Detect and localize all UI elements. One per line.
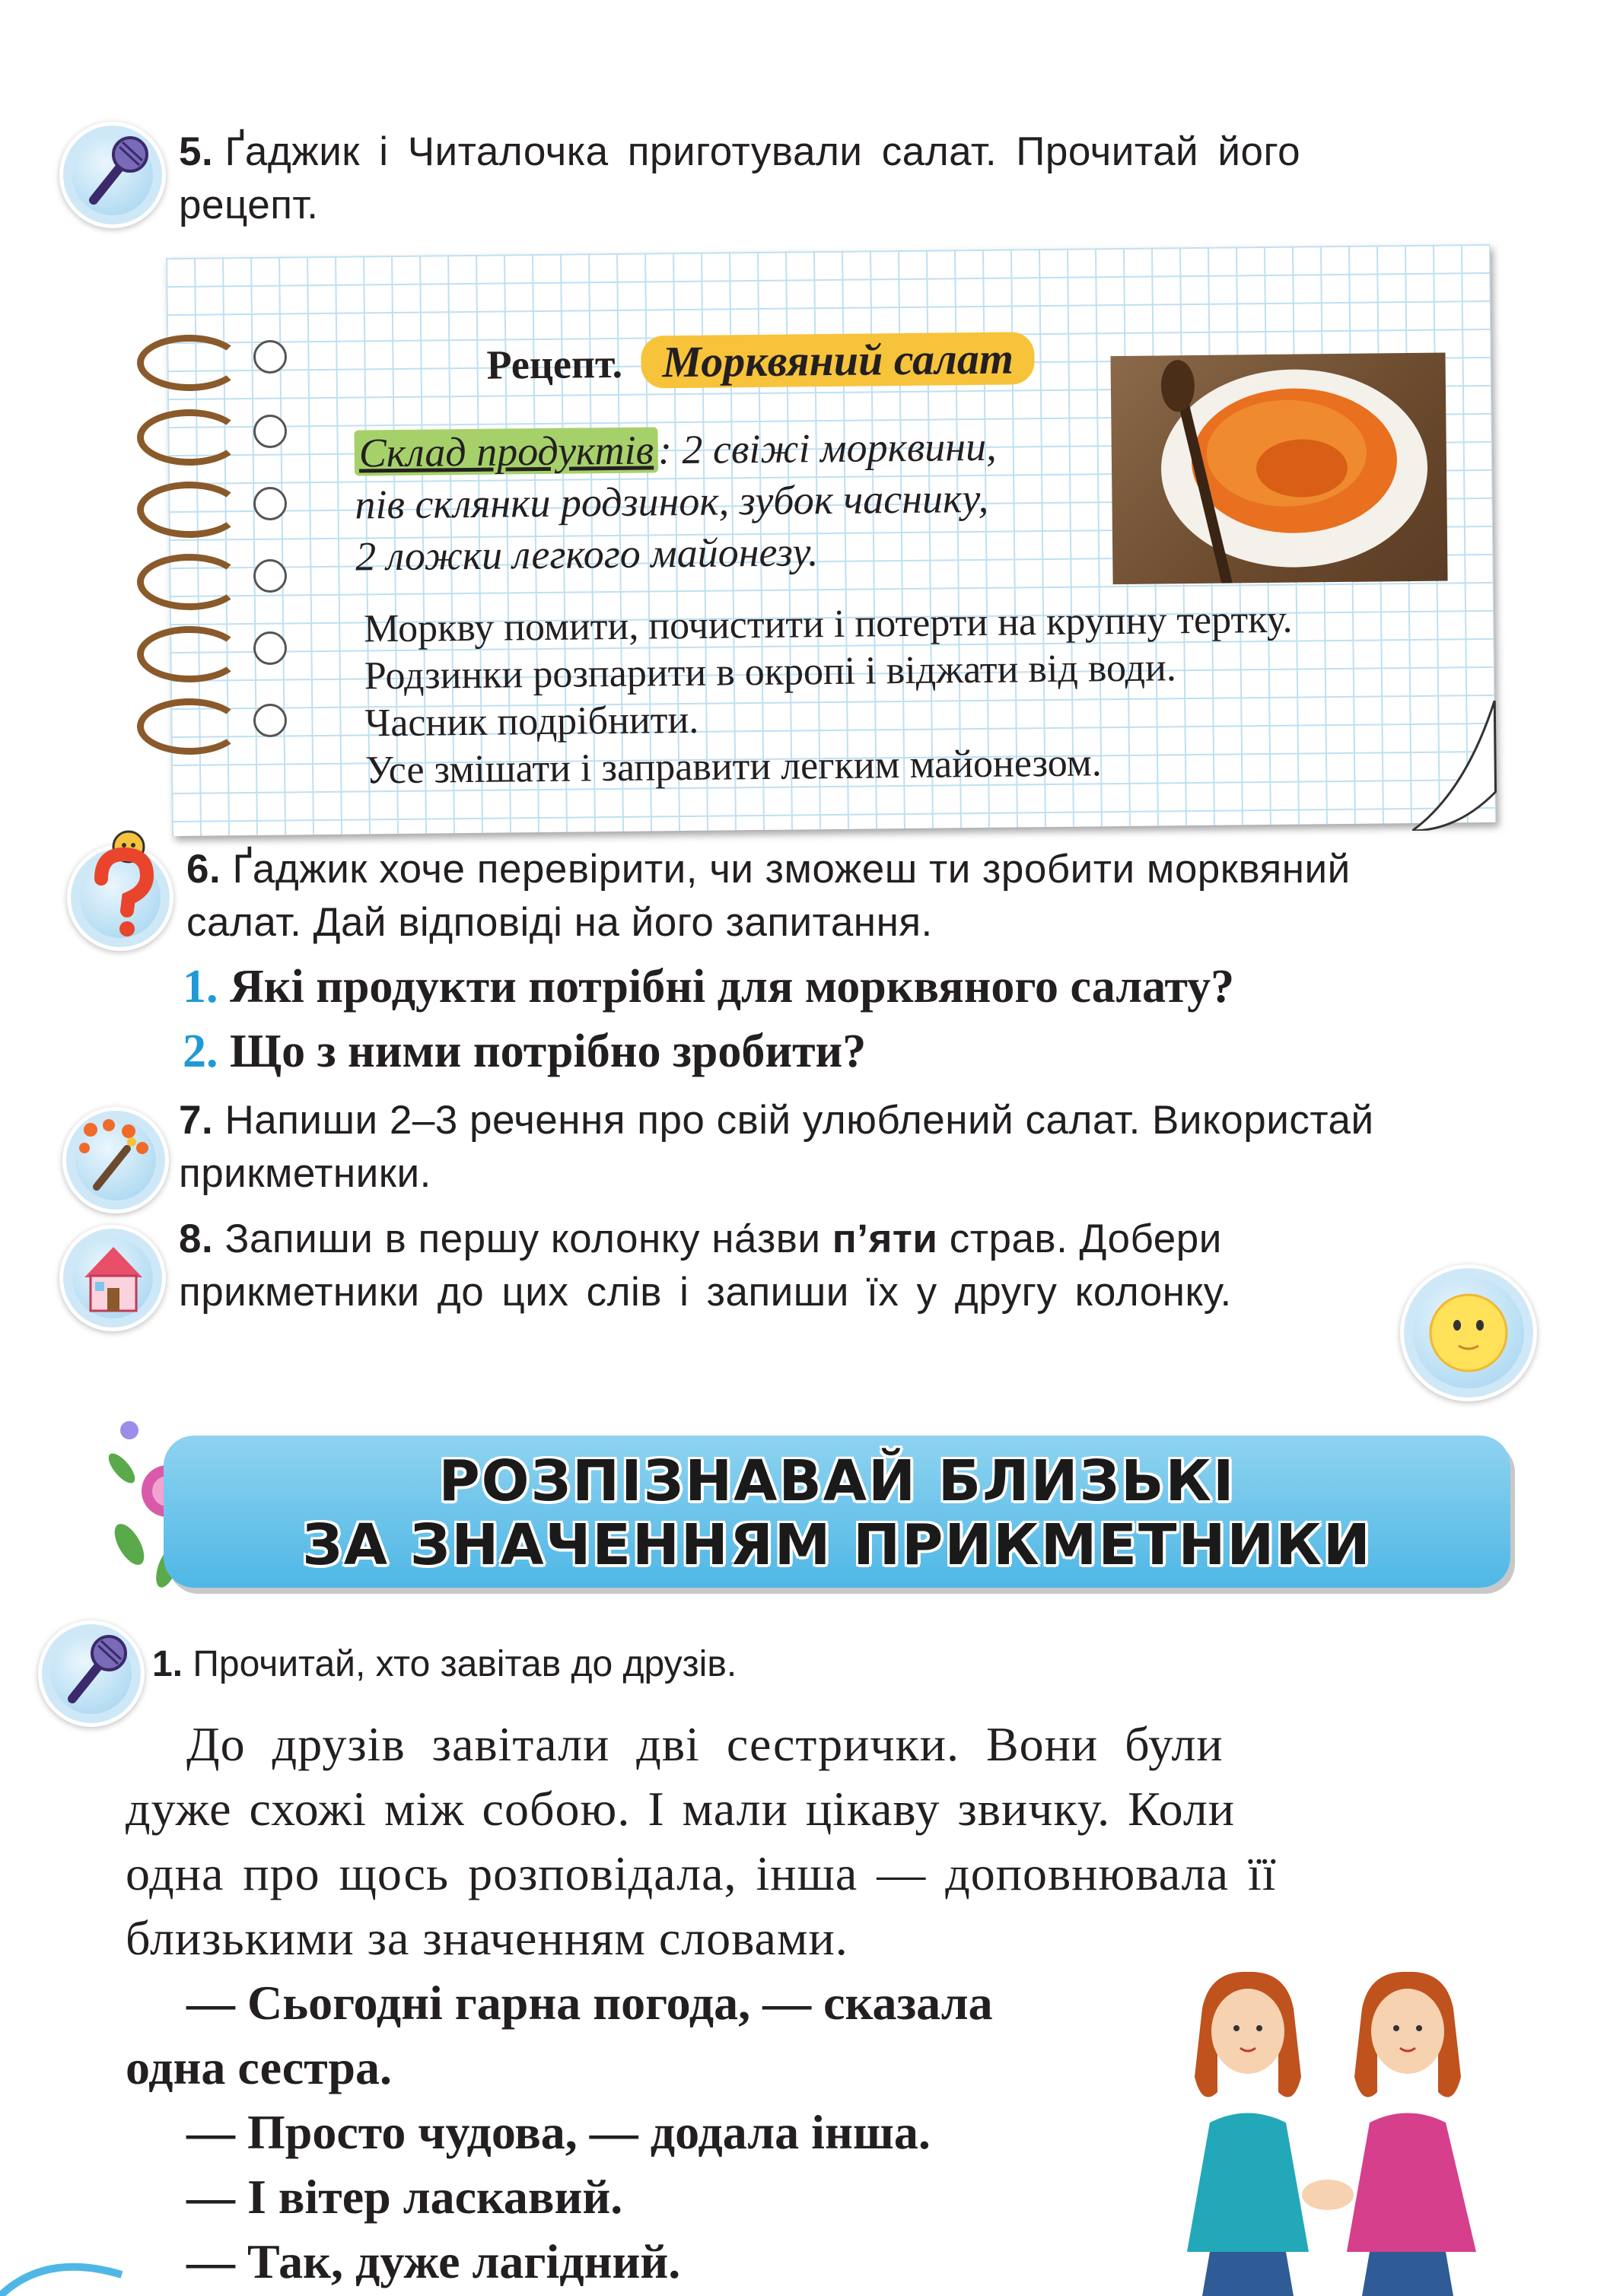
task7-badge bbox=[62, 1107, 169, 1213]
task7-number: 7. bbox=[179, 1098, 214, 1143]
two-sisters-illustration bbox=[1164, 1963, 1507, 2296]
ingredients-line2: пів склянки родзинок, зубок часнику, bbox=[355, 475, 989, 528]
task7-line2: прикметники. bbox=[179, 1151, 431, 1196]
task1-text bbox=[152, 1642, 737, 1687]
task1-badge bbox=[38, 1620, 145, 1727]
recipe-label: Рецепт. bbox=[486, 340, 623, 388]
task6-line2: салат. Дай відповіді на його запитання. bbox=[186, 900, 933, 945]
task6-text bbox=[186, 843, 1518, 949]
task8-badge bbox=[59, 1225, 166, 1331]
question-2 bbox=[183, 1019, 1234, 1084]
task8-number: 8. bbox=[179, 1216, 214, 1261]
recipe-step-2: Родзинки розпарити в окропі і віджати від води. bbox=[364, 646, 1177, 698]
dialog-line-3: — Просто чудова, — додала інша. bbox=[186, 2105, 931, 2159]
story-line-3: одна про щось розповідала, інша — доповнювала її bbox=[126, 1846, 1277, 1900]
section-title bbox=[164, 1449, 1510, 1577]
task5-badge bbox=[59, 122, 166, 228]
dialog-line-1: — Сьогодні гарна погода, — сказала bbox=[186, 1976, 993, 2030]
task5-line1: Ґаджик і Читалочка приготували салат. Прочитай його bbox=[224, 129, 1301, 174]
recipe-title: Морквяний салат bbox=[641, 332, 1035, 388]
recipe-heading bbox=[486, 332, 1035, 390]
recipe-step-4: Усе змішати і заправити легким майонезом. bbox=[364, 741, 1102, 793]
task6-badge bbox=[67, 844, 173, 951]
recipe-steps bbox=[364, 594, 1492, 794]
task8-text bbox=[179, 1213, 1411, 1319]
section-banner bbox=[164, 1436, 1510, 1588]
task5-line2: рецепт. bbox=[179, 183, 319, 227]
microphone-icon bbox=[77, 132, 153, 215]
magic-wand-icon bbox=[74, 1115, 158, 1198]
salad-photo bbox=[1110, 353, 1447, 585]
task8-line1-part1: Запиши в першу колонку на́зви bbox=[224, 1216, 832, 1261]
question-1-text: Які продукти потрібні для морквяного салату? bbox=[230, 961, 1235, 1013]
task7-line1: Напиши 2–3 речення про свій улюблений салат. Використай bbox=[224, 1098, 1374, 1143]
task1-instruction: Прочитай, хто завітав до друзів. bbox=[193, 1644, 737, 1684]
task6-questions bbox=[183, 955, 1234, 1084]
recipe-ingredients bbox=[354, 419, 1139, 583]
dialog-line-5: — Так, дуже лагідний. bbox=[186, 2234, 681, 2288]
recipe-step-1: Моркву помити, почистити і потерти на крупну тертку. bbox=[363, 597, 1293, 651]
microphone-icon bbox=[56, 1630, 132, 1714]
task1-number: 1. bbox=[152, 1644, 183, 1684]
corner-decoration-icon bbox=[0, 2252, 152, 2296]
story-line-2: дуже схожі між собою. І мали цікаву звичку. Коли bbox=[126, 1782, 1235, 1836]
story-line-1: До друзів завітали дві сестрички. Вони були bbox=[186, 1717, 1224, 1771]
recipe-notebook bbox=[166, 244, 1496, 836]
smiley-face-icon bbox=[1419, 1283, 1518, 1382]
ingredients-line1: : 2 свіжі морквини, bbox=[657, 423, 997, 473]
story-line-4: близькими за значенням словами. bbox=[126, 1911, 848, 1965]
question-2-text: Що з ними потрібно зробити? bbox=[230, 1026, 867, 1077]
ingredients-line3: 2 ложки легкого майонезу. bbox=[355, 529, 819, 580]
task8-bold-word: п’яти bbox=[832, 1216, 938, 1261]
ingredients-label: Склад продуктів bbox=[354, 427, 658, 475]
section-title-line1: РОЗПІЗНАВАЙ БЛИЗЬКІ bbox=[438, 1449, 1236, 1514]
recipe-step-3: Часник подрібнити. bbox=[364, 698, 699, 746]
question-1-number: 1. bbox=[183, 961, 218, 1013]
smiley-badge bbox=[1400, 1264, 1537, 1401]
task7-text bbox=[179, 1094, 1518, 1200]
story-text bbox=[126, 1712, 1495, 1970]
question-1 bbox=[183, 955, 1234, 1019]
dialog-line-4: — І вітер ласкавий. bbox=[186, 2170, 623, 2224]
task5-text bbox=[179, 126, 1510, 232]
task6-number: 6. bbox=[186, 847, 221, 892]
house-icon bbox=[77, 1239, 150, 1315]
dialog-line-2: одна сестра. bbox=[126, 2040, 392, 2094]
question-2-number: 2. bbox=[183, 1026, 218, 1077]
salad-bowl-image bbox=[1110, 353, 1447, 585]
task8-line2: прикметники до цих слів і запиши їх у другу колонку. bbox=[179, 1270, 1232, 1315]
task6-line1: Ґаджик хоче перевірити, чи зможеш ти зробити морквяний bbox=[232, 847, 1351, 892]
dialog-text bbox=[126, 1970, 1206, 2294]
page-curl-icon bbox=[1411, 701, 1504, 831]
section-title-line2: ЗА ЗНАЧЕННЯМ ПРИКМЕТНИКИ bbox=[302, 1512, 1372, 1578]
task8-line1-part2: страв. Добери bbox=[937, 1216, 1222, 1261]
question-mark-icon bbox=[84, 825, 161, 940]
task5-number: 5. bbox=[179, 129, 214, 174]
